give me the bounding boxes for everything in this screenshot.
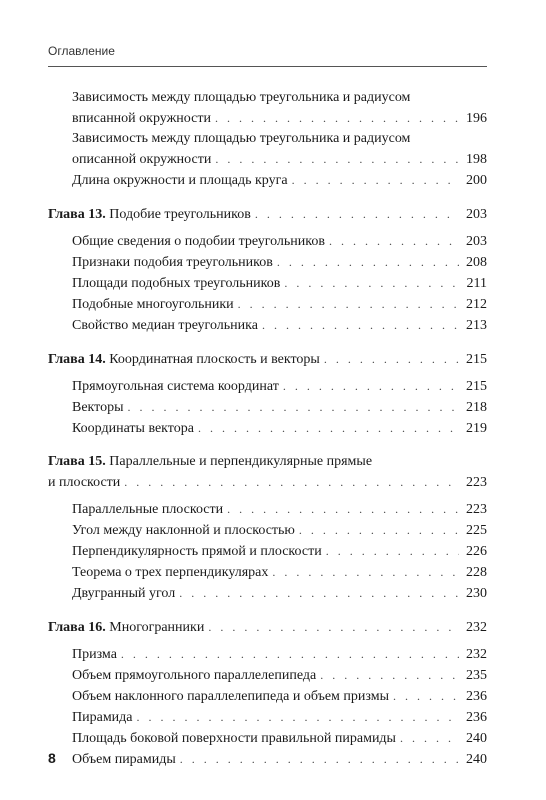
chapter-title: Параллельные и перпендикулярные прямые	[109, 454, 373, 469]
entry-page-number: 235	[466, 668, 487, 683]
chapter-label: Глава 13.	[48, 207, 106, 222]
toc-entry[interactable]	[72, 397, 487, 418]
dot-leader	[262, 315, 459, 335]
entry-title: Параллельные плоскости	[72, 502, 224, 517]
dot-leader	[137, 707, 459, 727]
table-of-contents	[48, 88, 487, 783]
dot-leader	[128, 397, 459, 417]
dot-leader	[326, 541, 459, 561]
toc-entry[interactable]	[72, 499, 487, 520]
dot-leader	[329, 231, 459, 251]
dot-leader	[292, 170, 459, 190]
running-header: Оглавление	[48, 44, 115, 58]
entry-title: Длина окружности и площадь круга	[72, 173, 288, 188]
toc-entry[interactable]	[72, 129, 487, 170]
entry-page-number: 232	[466, 647, 487, 662]
toc-entry[interactable]	[72, 520, 487, 541]
toc-entry[interactable]	[72, 665, 487, 686]
entry-page-number: 218	[466, 400, 487, 415]
chapter-heading[interactable]	[48, 452, 487, 493]
entry-page-number: 198	[466, 152, 487, 167]
toc-entry[interactable]	[72, 376, 487, 397]
entry-title: Площадь боковой поверхности правильной пирамиды	[72, 731, 396, 746]
entry-page-number: 200	[466, 173, 487, 188]
toc-entry[interactable]	[72, 583, 487, 604]
chapter-page-number: 223	[466, 475, 487, 490]
dot-leader	[124, 472, 459, 492]
entry-title: Зависимость между площадью треугольника и радиусом	[72, 90, 411, 105]
toc-entry[interactable]	[72, 170, 487, 191]
entry-page-number: 226	[466, 544, 487, 559]
chapter-title: Координатная плоскость и векторы	[109, 352, 320, 367]
dot-leader	[121, 644, 459, 664]
chapter-title-continued: и плоскости	[48, 475, 121, 490]
toc-entry[interactable]	[72, 88, 487, 129]
dot-leader	[198, 418, 459, 438]
toc-entry[interactable]	[72, 315, 487, 336]
chapter-heading[interactable]	[48, 204, 487, 225]
entry-page-number: 225	[466, 523, 487, 538]
entry-title: Объем прямоугольного параллелепипеда	[72, 668, 317, 683]
toc-entry[interactable]	[72, 562, 487, 583]
toc-chapter	[48, 204, 487, 336]
dot-leader	[238, 294, 459, 314]
entry-title: Зависимость между площадью треугольника и радиусом	[72, 131, 411, 146]
entry-page-number: 215	[466, 379, 487, 394]
dot-leader	[215, 108, 459, 128]
toc-entry[interactable]	[72, 728, 487, 749]
toc-entry[interactable]	[72, 231, 487, 252]
dot-leader	[227, 499, 459, 519]
entry-page-number: 208	[466, 255, 487, 270]
entry-title: Площади подобных треугольников	[72, 276, 281, 291]
dot-leader	[299, 520, 459, 540]
entry-title: Подобные многоугольники	[72, 297, 234, 312]
entry-title: Объем пирамиды	[72, 752, 176, 767]
chapter-page-number: 215	[466, 352, 487, 367]
toc-entry[interactable]	[72, 749, 487, 770]
entry-title: Признаки подобия треугольников	[72, 255, 273, 270]
toc-entry[interactable]	[72, 707, 487, 728]
entry-page-number: 196	[466, 111, 487, 126]
entry-page-number: 228	[466, 565, 487, 580]
entry-title: Призма	[72, 647, 117, 662]
toc-entry[interactable]	[72, 294, 487, 315]
dot-leader	[180, 749, 459, 769]
toc-entry[interactable]	[72, 252, 487, 273]
entry-title: Общие сведения о подобии треугольников	[72, 234, 325, 249]
dot-leader	[255, 204, 459, 224]
dot-leader	[215, 149, 459, 169]
dot-leader	[400, 728, 459, 748]
header-rule	[48, 66, 487, 67]
dot-leader	[272, 562, 459, 582]
toc-entry[interactable]	[72, 686, 487, 707]
dot-leader	[393, 686, 459, 706]
entry-page-number: 236	[466, 710, 487, 725]
entry-page-number: 230	[466, 586, 487, 601]
chapter-title: Многогранники	[109, 620, 205, 635]
entry-page-number: 219	[466, 421, 487, 436]
chapter-title: Подобие треугольников	[109, 207, 251, 222]
entry-title: Пирамида	[72, 710, 133, 725]
entry-title: Перпендикулярность прямой и плоскости	[72, 544, 322, 559]
entry-page-number: 211	[466, 276, 487, 291]
dot-leader	[283, 376, 459, 396]
entry-page-number: 213	[466, 318, 487, 333]
toc-chapter	[48, 452, 487, 604]
entry-title: Координаты вектора	[72, 421, 194, 436]
entry-page-number: 212	[466, 297, 487, 312]
entry-page-number: 240	[466, 752, 487, 767]
dot-leader	[277, 252, 459, 272]
toc-entry[interactable]	[72, 273, 487, 294]
dot-leader	[324, 349, 459, 369]
entry-title: Угол между наклонной и плоскостью	[72, 523, 295, 538]
dot-leader	[208, 617, 459, 637]
dot-leader	[179, 583, 459, 603]
toc-chapter	[48, 349, 487, 439]
entry-title: Объем наклонного параллелепипеда и объем призмы	[72, 689, 390, 704]
entry-title: Теорема о трех перпендикулярах	[72, 565, 269, 580]
chapter-label: Глава 15.	[48, 454, 106, 469]
entry-title: Двугранный угол	[72, 586, 176, 601]
toc-entry[interactable]	[72, 541, 487, 562]
dot-leader	[320, 665, 459, 685]
chapter-label: Глава 14.	[48, 352, 106, 367]
chapter-heading[interactable]	[48, 349, 487, 370]
entry-page-number: 203	[466, 234, 487, 249]
chapter-page-number: 232	[466, 620, 487, 635]
toc-chapter	[48, 88, 487, 191]
page-number: 8	[48, 750, 56, 766]
entry-page-number: 223	[466, 502, 487, 517]
entry-title: описанной окружности	[72, 152, 212, 167]
entry-title: Свойство медиан треугольника	[72, 318, 258, 333]
entry-title: вписанной окружности	[72, 111, 211, 126]
toc-chapter	[48, 617, 487, 770]
toc-entry[interactable]	[72, 644, 487, 665]
toc-entry[interactable]	[72, 418, 487, 439]
entry-title: Векторы	[72, 400, 124, 415]
dot-leader	[284, 273, 459, 293]
entry-title: Прямоугольная система координат	[72, 379, 279, 394]
entry-page-number: 240	[466, 731, 487, 746]
chapter-page-number: 203	[466, 207, 487, 222]
chapter-heading[interactable]	[48, 617, 487, 638]
entry-page-number: 236	[466, 689, 487, 704]
chapter-label: Глава 16.	[48, 620, 106, 635]
